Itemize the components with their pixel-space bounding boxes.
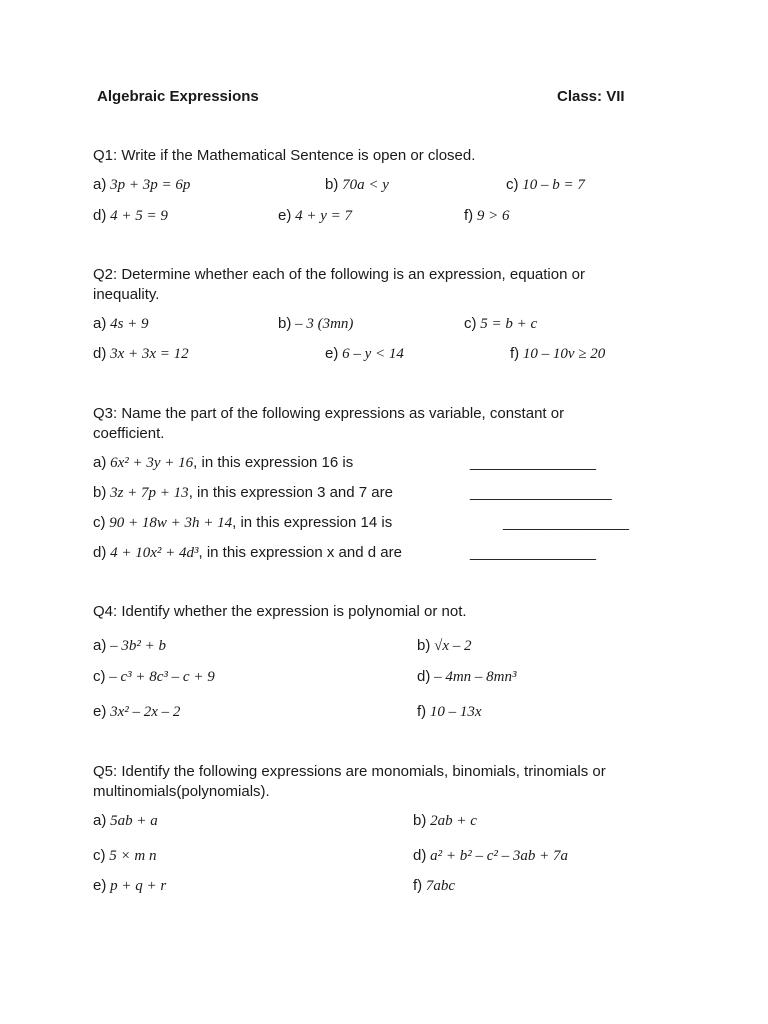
- q3-item-b: b) 3z + 7p + 13, in this expression 3 and 7 are: [93, 484, 393, 501]
- q2-item-f: f) 10 – 10v ≥ 20: [510, 345, 606, 362]
- q3-blank-d[interactable]: ________________: [470, 544, 596, 561]
- q2-item-a: a) 4s + 9: [93, 315, 149, 332]
- q3-blank-b[interactable]: __________________: [470, 484, 612, 501]
- q4-item-a: a) – 3b² + b: [93, 637, 166, 654]
- q2-item-c: c) 5 = b + c: [464, 315, 538, 332]
- page-title: Algebraic Expressions: [97, 88, 259, 105]
- q4-item-b: b) √x – 2: [417, 637, 472, 654]
- q5-item-b: b) 2ab + c: [413, 812, 477, 829]
- q4-item-c: c) – c³ + 8c³ – c + 9: [93, 668, 215, 685]
- q4-item-f: f) 10 – 13x: [417, 703, 482, 720]
- q1-item-b: b) 70a < y: [325, 176, 389, 193]
- class-label: Class: VII: [557, 88, 625, 105]
- q5-title-line2: multinomials(polynomials).: [93, 783, 270, 800]
- q4-item-d: d) – 4mn – 8mn³: [417, 668, 517, 685]
- q2-title-line1: Q2: Determine whether each of the following is an expression, equation or: [93, 266, 585, 283]
- q5-item-d: d) a² + b² – c² – 3ab + 7a: [413, 847, 568, 864]
- q3-item-d: d) 4 + 10x² + 4d³, in this expression x and d are: [93, 544, 402, 561]
- q1-item-c: c) 10 – b = 7: [506, 176, 585, 193]
- q3-blank-c[interactable]: ________________: [503, 514, 629, 531]
- q3-item-c: c) 90 + 18w + 3h + 14, in this expression 14 is: [93, 514, 393, 531]
- q5-item-a: a) 5ab + a: [93, 812, 158, 829]
- q1-item-d: d) 4 + 5 = 9: [93, 207, 168, 224]
- q3-title-line2: coefficient.: [93, 425, 165, 442]
- q2-item-b: b) – 3 (3mn): [278, 315, 354, 332]
- q5-item-f: f) 7abc: [413, 877, 456, 894]
- q2-title-line2: inequality.: [93, 286, 160, 303]
- q1-item-e: e) 4 + y = 7: [278, 207, 352, 224]
- q1-item-a: a) 3p + 3p = 6p: [93, 176, 191, 193]
- q3-blank-a[interactable]: ________________: [470, 454, 596, 471]
- q4-title: Q4: Identify whether the expression is polynomial or not.: [93, 603, 467, 620]
- q4-item-e: e) 3x² – 2x – 2: [93, 703, 181, 720]
- q5-item-e: e) p + q + r: [93, 877, 167, 894]
- q3-title-line1: Q3: Name the part of the following expressions as variable, constant or: [93, 405, 565, 422]
- q1-item-f: f) 9 > 6: [464, 207, 510, 224]
- q2-item-d: d) 3x + 3x = 12: [93, 345, 189, 362]
- q1-title: Q1: Write if the Mathematical Sentence is open or closed.: [93, 147, 476, 164]
- q3-item-a: a) 6x² + 3y + 16, in this expression 16 is: [93, 454, 354, 471]
- q5-title-line1: Q5: Identify the following expressions are monomials, binomials, trinomials or: [93, 763, 606, 780]
- q2-item-e: e) 6 – y < 14: [325, 345, 404, 362]
- q5-item-c: c) 5 × m n: [93, 847, 157, 864]
